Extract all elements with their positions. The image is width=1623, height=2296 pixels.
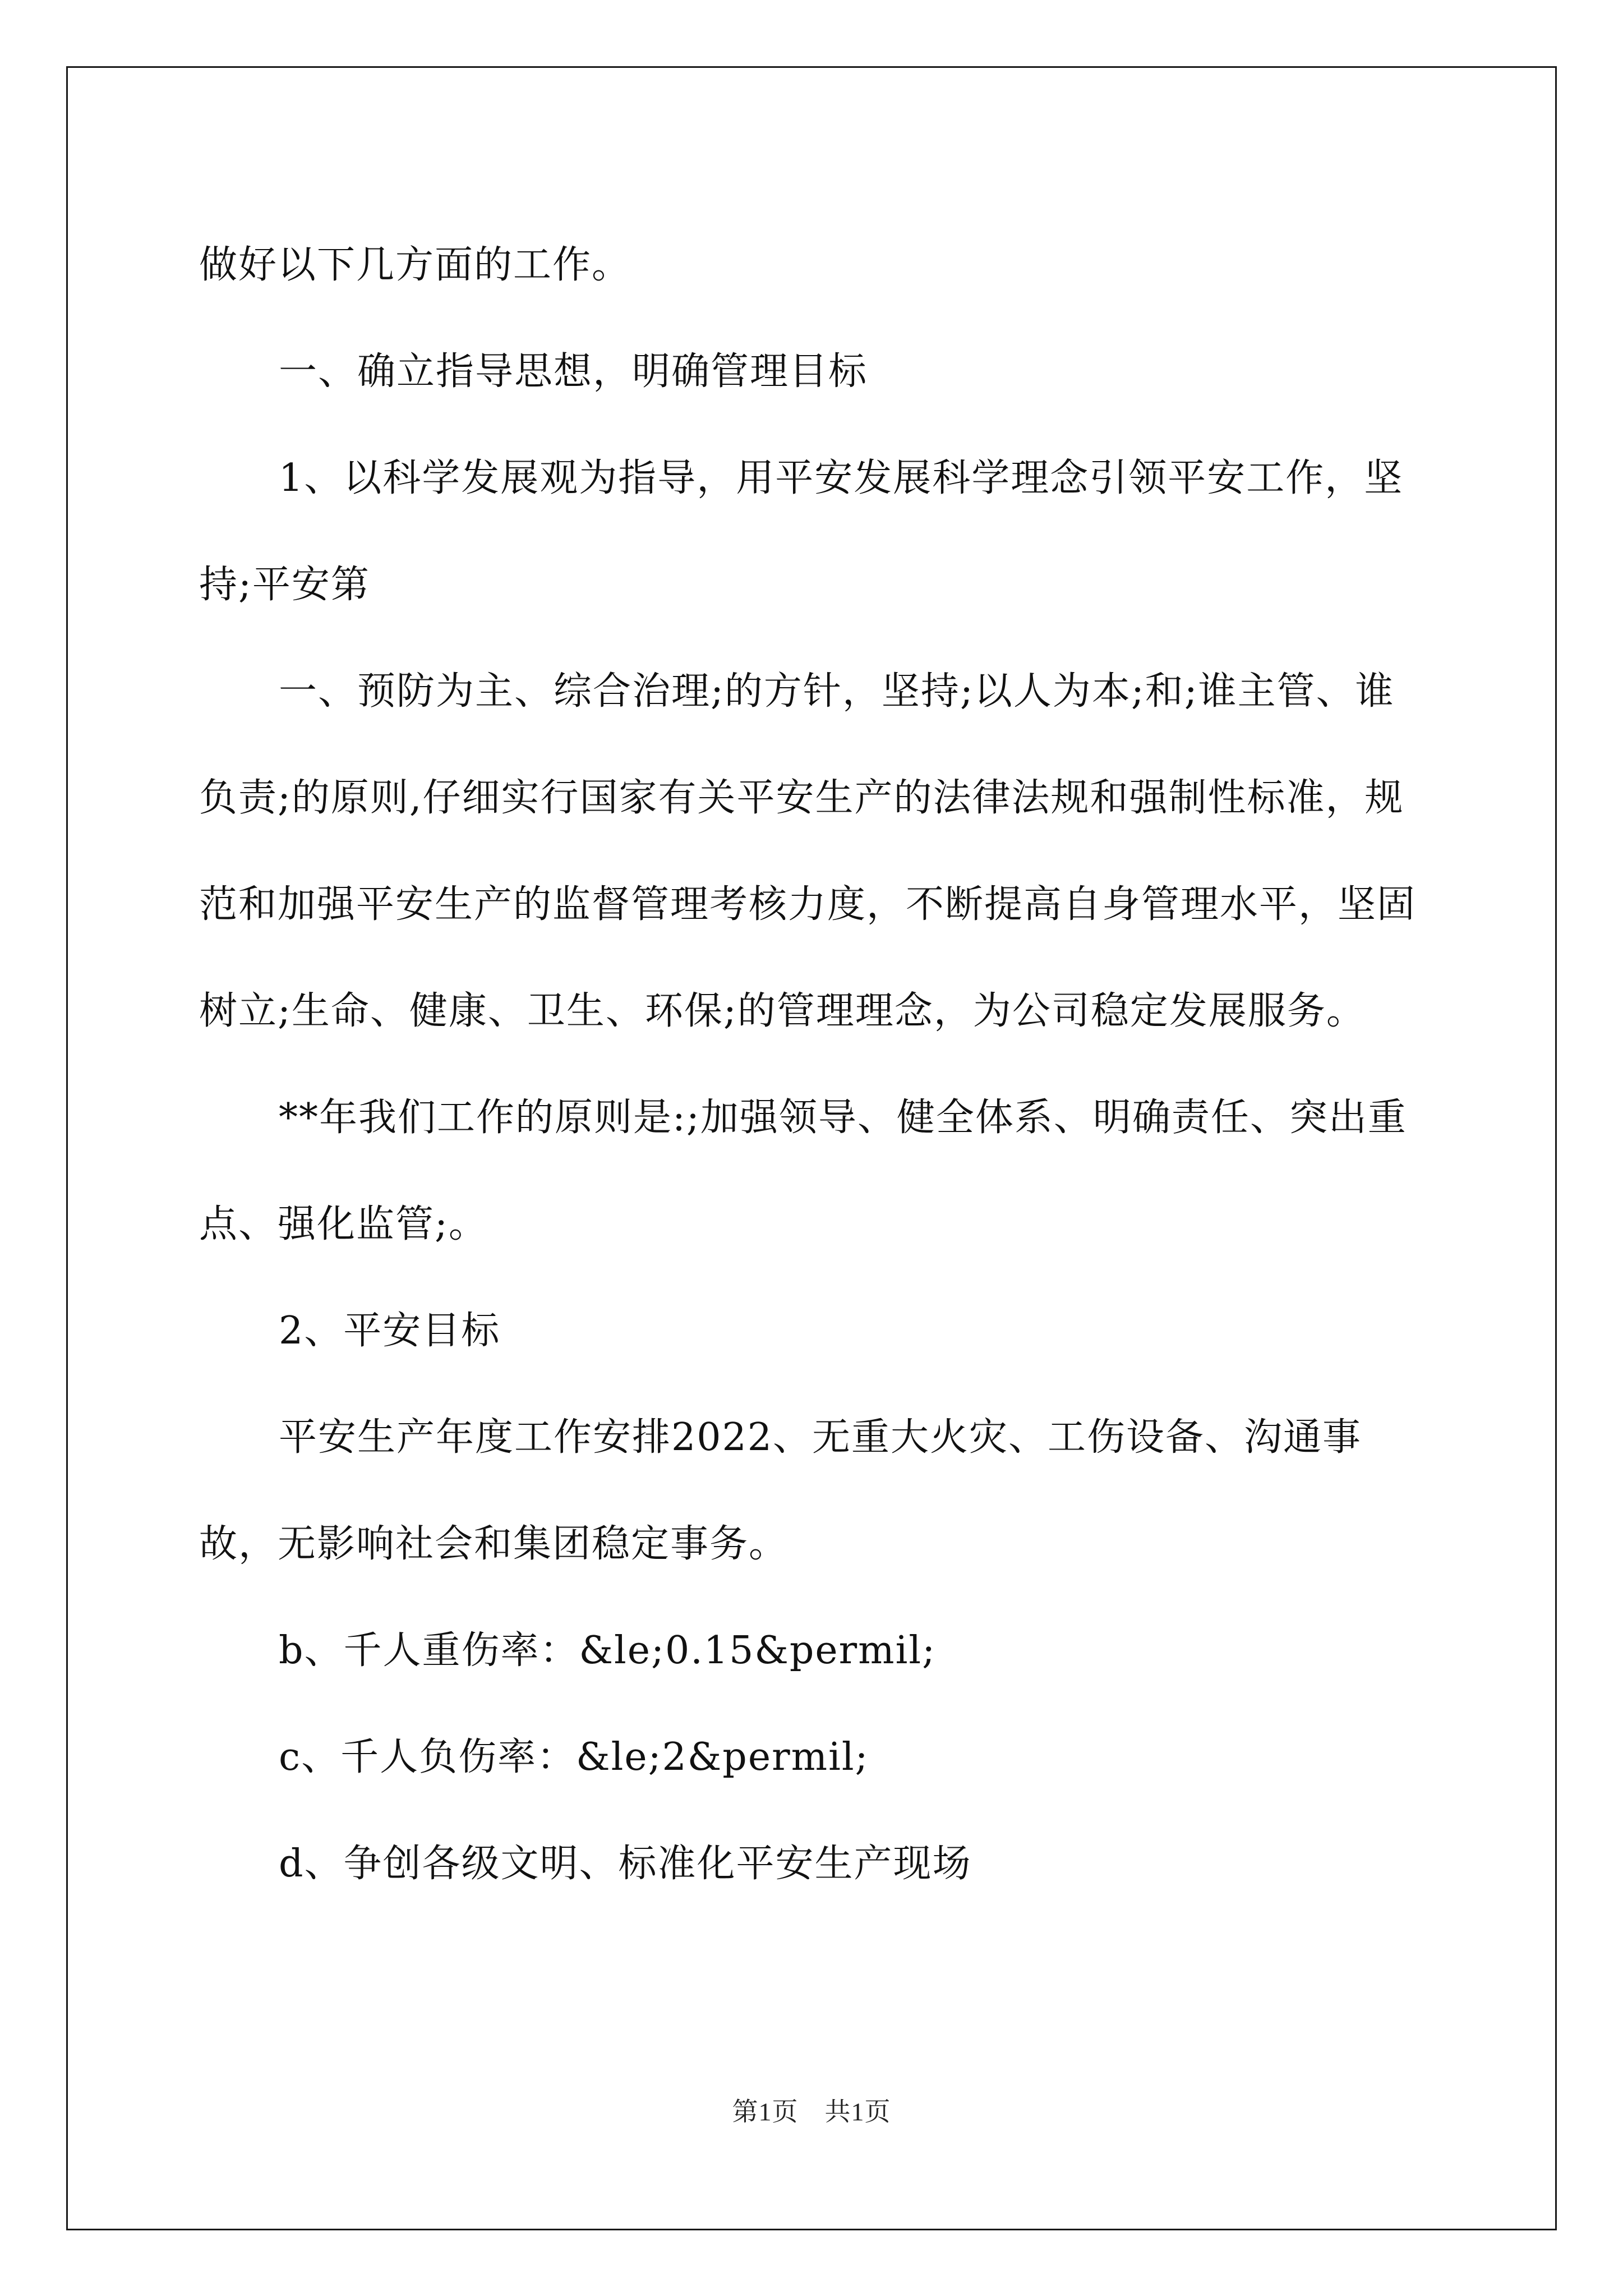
list-item-b: b、千人重伤率：&le;0.15&permil; [279, 1628, 937, 1673]
paragraph-4: **年我们工作的原则是:;加强领导、健全体系、明确责任、突出重点、强化监管;。 [199, 1096, 1407, 1246]
section-heading-2: 2、平安目标 [279, 1309, 501, 1353]
paragraph-5: 平安生产年度工作安排2022、无重大火灾、工伤设备、沟通事故，无影响社会和集团稳定事务。 [199, 1415, 1362, 1566]
list-item-c: c、千人负伤率：&le;2&permil; [279, 1735, 869, 1779]
document-body [199, 212, 1433, 1917]
page-number-footer: 第1页 共1页 [732, 2097, 891, 2126]
paragraph-3: 一、预防为主、综合治理;的方针，坚持;以人为本;和;谁主管、谁负责;的原则,仔细实行国家有关平安生产的法律法规和强制性标准，规范和加强平安生产的监督管理考核力度，不断提高自身管理水平，坚固树立;生命、健康、卫生、环保;的管理理念，为公司稳定发展服务。 [199, 669, 1417, 1033]
section-heading-1: 一、确立指导思想，明确管理目标 [279, 349, 868, 394]
paragraph-1: 做好以下几方面的工作。 [199, 243, 631, 287]
paragraph-2: 1、以科学发展观为指导，用平安发展科学理念引领平安工作，坚持;平安第 [199, 456, 1404, 607]
list-item-d: d、争创各级文明、标准化平安生产现场 [279, 1842, 972, 1886]
